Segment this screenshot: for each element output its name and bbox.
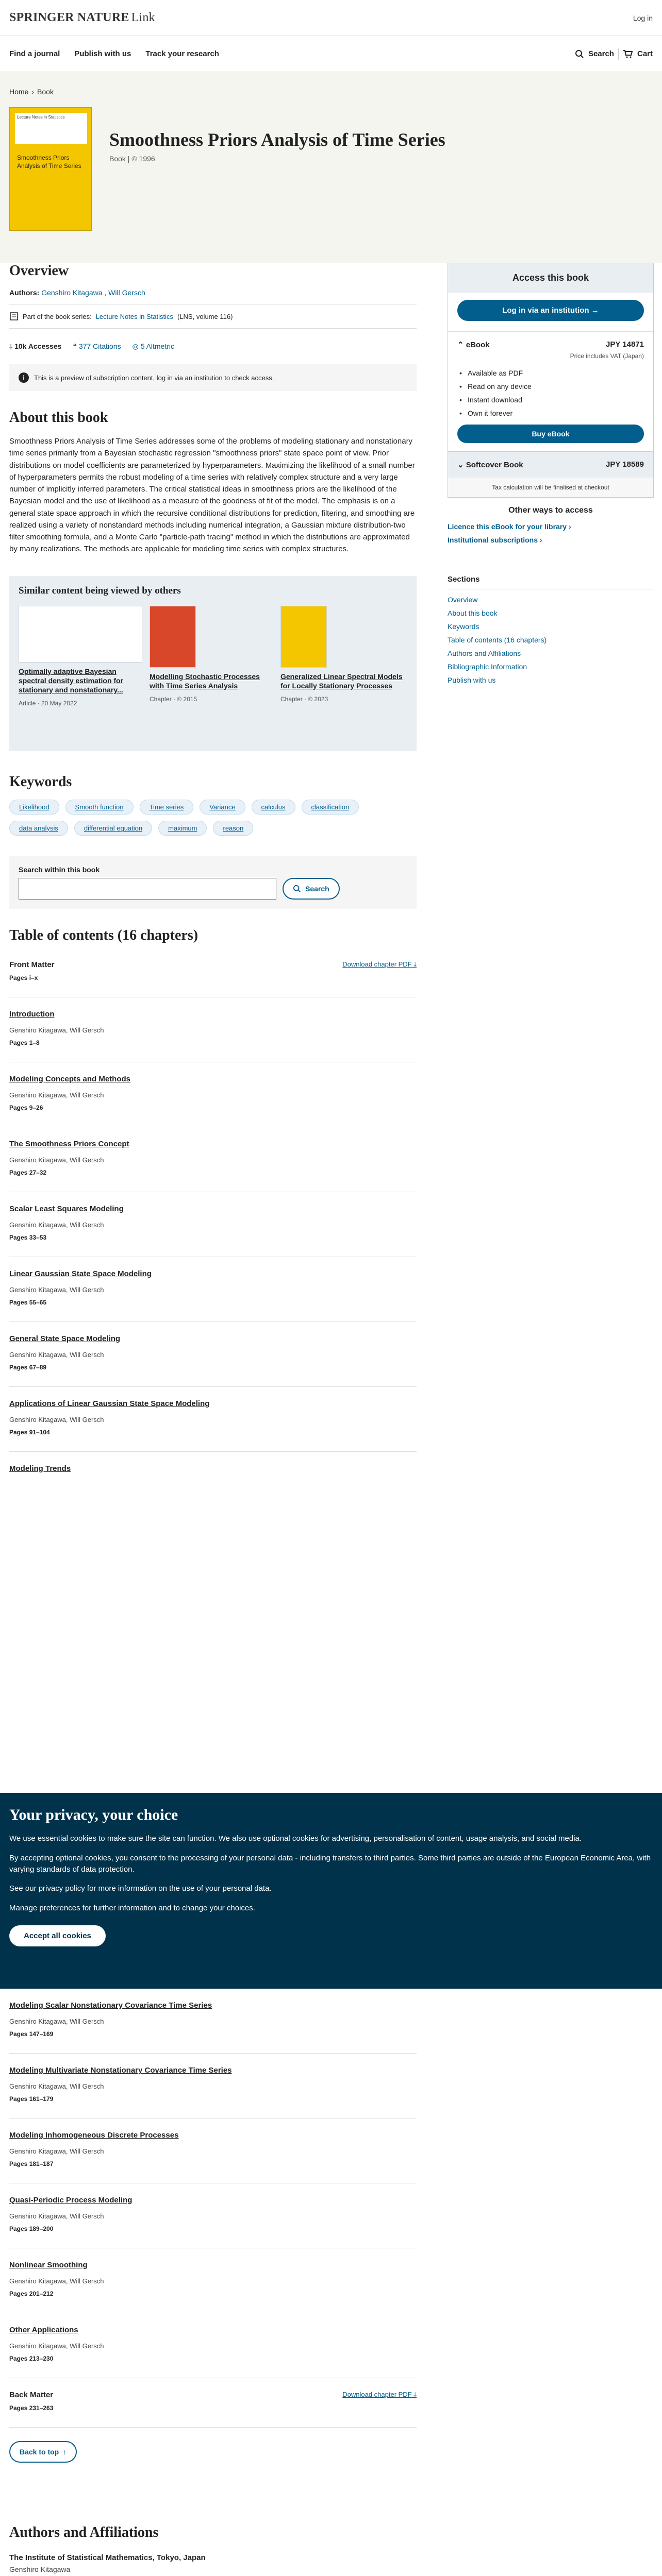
overview-heading: Overview (9, 263, 69, 279)
toc-authors: Genshiro Kitagawa, Will Gersch (9, 1026, 104, 1034)
toc-item (9, 2124, 417, 2178)
book-search-input[interactable] (19, 878, 276, 900)
logo-main: SPRINGER NATURE (9, 11, 129, 24)
similar-cards (19, 606, 407, 707)
toc-authors: Genshiro Kitagawa, Will Gersch (9, 1091, 104, 1099)
series-link[interactable]: Lecture Notes in Statistics (95, 312, 173, 320)
ebook-toggle[interactable]: ⌃ eBook (457, 341, 490, 349)
toc-pages: Pages i–x (9, 974, 38, 981)
logo-sub: Link (131, 11, 155, 24)
series-suffix: (LNS, volume 116) (177, 312, 233, 320)
breadcrumb-book: Book (37, 88, 54, 96)
similar-card[interactable] (150, 606, 273, 707)
altmetric-icon: ◎ (132, 342, 141, 350)
card-meta: Chapter · © 2023 (280, 695, 328, 703)
toc-item (9, 1132, 417, 1187)
cookie-heading: Your privacy, your choice (9, 1806, 178, 1823)
toc-item (9, 1003, 417, 1057)
section-link[interactable]: Overview (448, 596, 478, 604)
similar-heading: Similar content being viewed by others (19, 585, 181, 596)
authors-line (9, 289, 417, 297)
lower-content (9, 2524, 649, 2576)
buy-ebook-button[interactable]: Buy eBook (457, 425, 644, 443)
download-chapter-link[interactable]: Download chapter PDF ⤓ (342, 2391, 417, 2398)
cover-series-band (15, 113, 87, 144)
card-thumbnail (19, 606, 142, 663)
nav-divider (618, 48, 619, 60)
chevron-down-icon: ⌃ (457, 341, 466, 349)
keyword-chip[interactable]: differential equation (74, 821, 152, 836)
series-line (9, 312, 417, 321)
toc-item (9, 1392, 417, 1446)
toc-title[interactable]: Modeling Inhomogeneous Discrete Processes (9, 2131, 179, 2140)
access-heading: Access this book (448, 263, 653, 293)
toc-authors: Genshiro Kitagawa, Will Gersch (9, 2082, 104, 2090)
toc-title[interactable]: Scalar Least Squares Modeling (9, 1204, 124, 1213)
card-thumbnail (280, 606, 327, 668)
toc-item (9, 1262, 417, 1316)
toc-authors: Genshiro Kitagawa, Will Gersch (9, 2147, 104, 2155)
keyword-chip[interactable]: calculus (252, 800, 295, 815)
toc-authors: Genshiro Kitagawa, Will Gersch (9, 2342, 104, 2350)
other-access (448, 498, 654, 557)
toc-title[interactable]: Modeling Trends (9, 1464, 71, 1473)
toc-item (9, 2253, 417, 2308)
toc-item (9, 1994, 417, 2048)
similar-content (9, 576, 417, 751)
search-icon (575, 49, 584, 59)
affiliation-author: Genshiro Kitagawa (9, 2565, 71, 2573)
toc-pages: Pages 67–89 (9, 1363, 47, 1371)
cart-link[interactable] (623, 49, 653, 59)
tax-note: Tax calculation will be finalised at checkout (448, 478, 653, 497)
toc-pages: Pages 27–32 (9, 1168, 47, 1176)
keyword-chip[interactable]: Time series (140, 800, 194, 815)
info-icon: i (19, 372, 29, 383)
nav-right (575, 48, 653, 60)
download-chapter-link[interactable]: Download chapter PDF ⤓ (342, 960, 417, 968)
breadcrumb (9, 88, 653, 96)
book-meta: Book | © 1996 (109, 155, 155, 163)
main-nav (0, 36, 662, 72)
toc-title[interactable]: Linear Gaussian State Space Modeling (9, 1269, 152, 1278)
toc-pages: Pages 147–169 (9, 2030, 54, 2038)
keywords-heading: Keywords (9, 773, 72, 790)
about-section (9, 410, 417, 555)
toc-title[interactable]: The Smoothness Priors Concept (9, 1139, 129, 1148)
toc-title[interactable]: Modeling Scalar Nonstationary Covariance Time Series (9, 2001, 212, 2010)
feature-item: • Read on any device (457, 382, 644, 391)
section-link[interactable]: Authors and Affiliations (448, 649, 521, 657)
citations-metric[interactable]: ❝ 377 Citations (73, 342, 121, 350)
toc-title[interactable]: Modeling Concepts and Methods (9, 1074, 130, 1083)
altmetric-metric[interactable]: ◎ 5 Altmetric (132, 342, 175, 350)
accept-cookies-button[interactable]: Accept all cookies (9, 1925, 106, 1946)
top-bar (0, 0, 662, 36)
page-title: Smoothness Priors Analysis of Time Series (109, 129, 445, 150)
toc-item (9, 2059, 417, 2113)
table-of-contents (9, 927, 417, 1484)
toc-item (9, 1197, 417, 1251)
similar-card[interactable] (19, 606, 142, 707)
preview-notice (9, 364, 417, 391)
toc-title[interactable]: Quasi-Periodic Process Modeling (9, 2196, 133, 2205)
nav-track[interactable]: Track your research (145, 49, 219, 58)
nav-publish[interactable]: Publish with us (74, 49, 131, 58)
affiliations-heading: Authors and Affiliations (9, 2524, 159, 2540)
toc-continued (9, 1994, 417, 2463)
ebook-tax-note: Price includes VAT (Japan) (570, 352, 644, 360)
authors-link[interactable]: Genshiro Kitagawa , Will Gersch (41, 289, 145, 297)
toc-pages: Pages 91–104 (9, 1428, 50, 1436)
keyword-chip[interactable]: reason (213, 821, 253, 836)
sections-heading: Sections (448, 575, 654, 589)
keyword-chip[interactable]: Smooth function (65, 800, 134, 815)
toc-authors: Genshiro Kitagawa, Will Gersch (9, 1285, 104, 1294)
keyword-chip[interactable]: Likelihood (9, 800, 59, 815)
chevron-right-icon: › (31, 88, 35, 96)
affiliations-section (9, 2524, 649, 2576)
feature-item: • Instant download (457, 396, 644, 404)
book-series-icon (9, 312, 19, 321)
toc-authors: Genshiro Kitagawa, Will Gersch (9, 1156, 104, 1164)
toc-heading: Table of contents (16 chapters) (9, 927, 198, 943)
download-icon: ⤓ (9, 342, 15, 350)
toc-title[interactable]: Other Applications (9, 2326, 78, 2334)
toc-title[interactable]: General State Space Modeling (9, 1334, 121, 1343)
toc-authors: Genshiro Kitagawa, Will Gersch (9, 2212, 104, 2220)
section-link[interactable]: About this book (448, 609, 498, 617)
chevron-down-icon: ⌄ (457, 461, 466, 469)
toc-pages: Pages 181–187 (9, 2160, 54, 2167)
toc-title: Front Matter (9, 960, 55, 969)
institution-login-button[interactable]: Log in via an institution → (457, 300, 644, 321)
ebook-option (448, 331, 653, 451)
series-prefix: Part of the book series: (23, 312, 92, 320)
toc-item (9, 1327, 417, 1381)
toc-pages: Pages 161–179 (9, 2095, 54, 2103)
feature-item: • Own it forever (457, 409, 644, 417)
affiliation-institution: The Institute of Statistical Mathematics, Tokyo, Japan (9, 2553, 206, 2562)
toc-pages: Pages 189–200 (9, 2225, 54, 2232)
card-meta: Article · 20 May 2022 (19, 700, 77, 707)
toc-item (9, 1457, 417, 1484)
cart-icon (623, 49, 633, 59)
licence-link[interactable]: Licence this eBook for your library › (448, 522, 571, 531)
book-search-label: Search within this book (19, 865, 100, 874)
softcover-option[interactable]: ⌄ Softcover Book JPY 18589 (448, 451, 653, 478)
keywords-list (9, 800, 417, 836)
ebook-price: JPY 14871 (606, 340, 644, 349)
preview-text[interactable]: This is a preview of subscription content, log in via an institution to check access. (34, 374, 274, 382)
toc-item (9, 2318, 417, 2372)
toc-pages: Pages 231–263 (9, 2404, 54, 2412)
search-link[interactable] (575, 49, 614, 59)
cookie-privacy-text[interactable]: See our privacy policy for more information on the use of your personal data. (9, 1884, 272, 1893)
other-heading: Other ways to access (508, 506, 593, 515)
book-search (9, 856, 417, 909)
cover-series: Lecture Notes in Statistics (17, 115, 65, 120)
softcover-price: JPY 18589 (606, 460, 644, 469)
toc-pages: Pages 1–8 (9, 1039, 40, 1046)
about-heading: About this book (9, 410, 108, 426)
section-link[interactable]: Keywords (448, 622, 479, 631)
toc-pages: Pages 9–26 (9, 1104, 43, 1111)
toc-item (9, 2383, 417, 2422)
toc-authors: Genshiro Kitagawa, Will Gersch (9, 2018, 104, 2025)
institutional-link[interactable]: Institutional subscriptions › (448, 536, 542, 544)
toc-title[interactable]: Applications of Linear Gaussian State Space Modeling (9, 1399, 210, 1408)
springer-logo[interactable] (9, 11, 155, 25)
toc-title[interactable]: Nonlinear Smoothing (9, 2261, 88, 2269)
card-title[interactable]: Optimally adaptive Bayesian spectral density estimation for stationary and nonstationary... (19, 667, 124, 694)
book-hero (0, 72, 662, 263)
toc-item (9, 953, 417, 992)
feature-item: • Available as PDF (457, 369, 644, 377)
accesses-metric: ⤓ 10k Accesses (9, 342, 62, 350)
quote-icon: ❝ (73, 342, 79, 350)
toc-title[interactable]: Introduction (9, 1009, 55, 1019)
keyword-chip[interactable]: Variance (200, 800, 245, 815)
section-link[interactable]: Publish with us (448, 676, 496, 684)
toc-authors: Genshiro Kitagawa, Will Gersch (9, 1415, 104, 1423)
card-title[interactable]: Generalized Linear Spectral Models for Locally Stationary Processes (280, 672, 403, 690)
metrics-bar (9, 342, 417, 351)
section-link[interactable]: Bibliographic Information (448, 663, 527, 671)
toc-authors: Genshiro Kitagawa, Will Gersch (9, 1221, 104, 1229)
cart-label: Cart (637, 49, 653, 58)
toc-item (9, 1067, 417, 1122)
about-text: Smoothness Priors Analysis of Time Series addresses some of the problems of modeling stationary and nonstationary time series primarily from a Bayesian stochastic regression "smoothness priors" state space point of view. Prior distributions on model coefficients are parameterized by hyperparameters. Maximizing the likelihood of a small number of hyperparameters permits the robust modeling of a time series with relatively complex structure and a very large number of implicitly inferred parameters. The critical statistical ideas in smoothness priors are the likelihood of the Bayesian model and the use of likelihood as a measure of the goodness of fit of the model. The emphasis is on a general state space approach in which the recursive conditional distributions for prediction, filtering, and smoothing are realized using a variety of nonstandard methods including numerical integration, a Gaussian mixture distribution-two filter smoothing formula, and a Monte Carlo "particle-path tracing" method in which the distributions are approximated by many realizations. The methods are applicable for modeling time series with complex structures. (9, 437, 415, 554)
main-content (9, 263, 417, 1484)
toc-pages: Pages 213–230 (9, 2355, 54, 2362)
search-icon (293, 885, 301, 893)
authors-label: Authors: (9, 289, 40, 297)
book-cover (9, 107, 92, 231)
cookie-banner (0, 1793, 662, 1989)
similar-card[interactable] (280, 606, 404, 707)
toc-title[interactable]: Modeling Multivariate Nonstationary Covariance Time Series (9, 2066, 232, 2075)
nav-find-journal[interactable]: Find a journal (9, 49, 60, 58)
book-search-button-label: Search (305, 884, 329, 893)
cookie-text: By accepting optional cookies, you consent to the processing of your personal data - including transfers to third parties. Some third parties are outside of the European Economic Area, with varying standards of data protection. (9, 1853, 651, 1874)
toc-item (9, 2189, 417, 2243)
arrow-up-icon: ↑ (63, 2448, 67, 2456)
cookie-manage-text[interactable]: Manage preferences for further information and to change your choices. (9, 1904, 255, 1912)
toc-pages: Pages 201–212 (9, 2290, 54, 2297)
breadcrumb-home[interactable]: Home (9, 88, 29, 96)
toc-authors: Genshiro Kitagawa, Will Gersch (9, 2277, 104, 2285)
login-link[interactable]: Log in (633, 13, 653, 22)
cover-title: Smoothness Priors Analysis of Time Series (17, 154, 81, 170)
search-label: Search (588, 49, 614, 58)
toc-authors: Genshiro Kitagawa, Will Gersch (9, 1350, 104, 1359)
sidebar (448, 263, 654, 689)
keyword-chip[interactable]: classification (302, 800, 359, 815)
divider (9, 328, 417, 329)
access-box (448, 263, 654, 498)
card-title[interactable]: Modelling Stochastic Processes with Time Series Analysis (150, 672, 260, 690)
book-search-button[interactable] (283, 878, 340, 900)
toc-title: Back Matter (9, 2391, 54, 2399)
toc-pages: Pages 55–65 (9, 1298, 47, 1306)
keyword-chip[interactable]: data analysis (9, 821, 68, 836)
section-link[interactable]: Table of contents (16 chapters) (448, 636, 547, 644)
cookie-text: We use essential cookies to make sure the site can function. We also use optional cookies for advertising, personalisation of content, usage analysis, and social media. (9, 1834, 582, 1843)
toc-pages: Pages 33–53 (9, 1233, 47, 1241)
back-to-top-button[interactable]: Back to top ↑ (9, 2441, 77, 2463)
keyword-chip[interactable]: maximum (158, 821, 207, 836)
card-meta: Chapter · © 2015 (150, 695, 197, 703)
card-thumbnail (150, 606, 196, 668)
ebook-features (457, 369, 644, 417)
sections-nav (448, 575, 654, 684)
